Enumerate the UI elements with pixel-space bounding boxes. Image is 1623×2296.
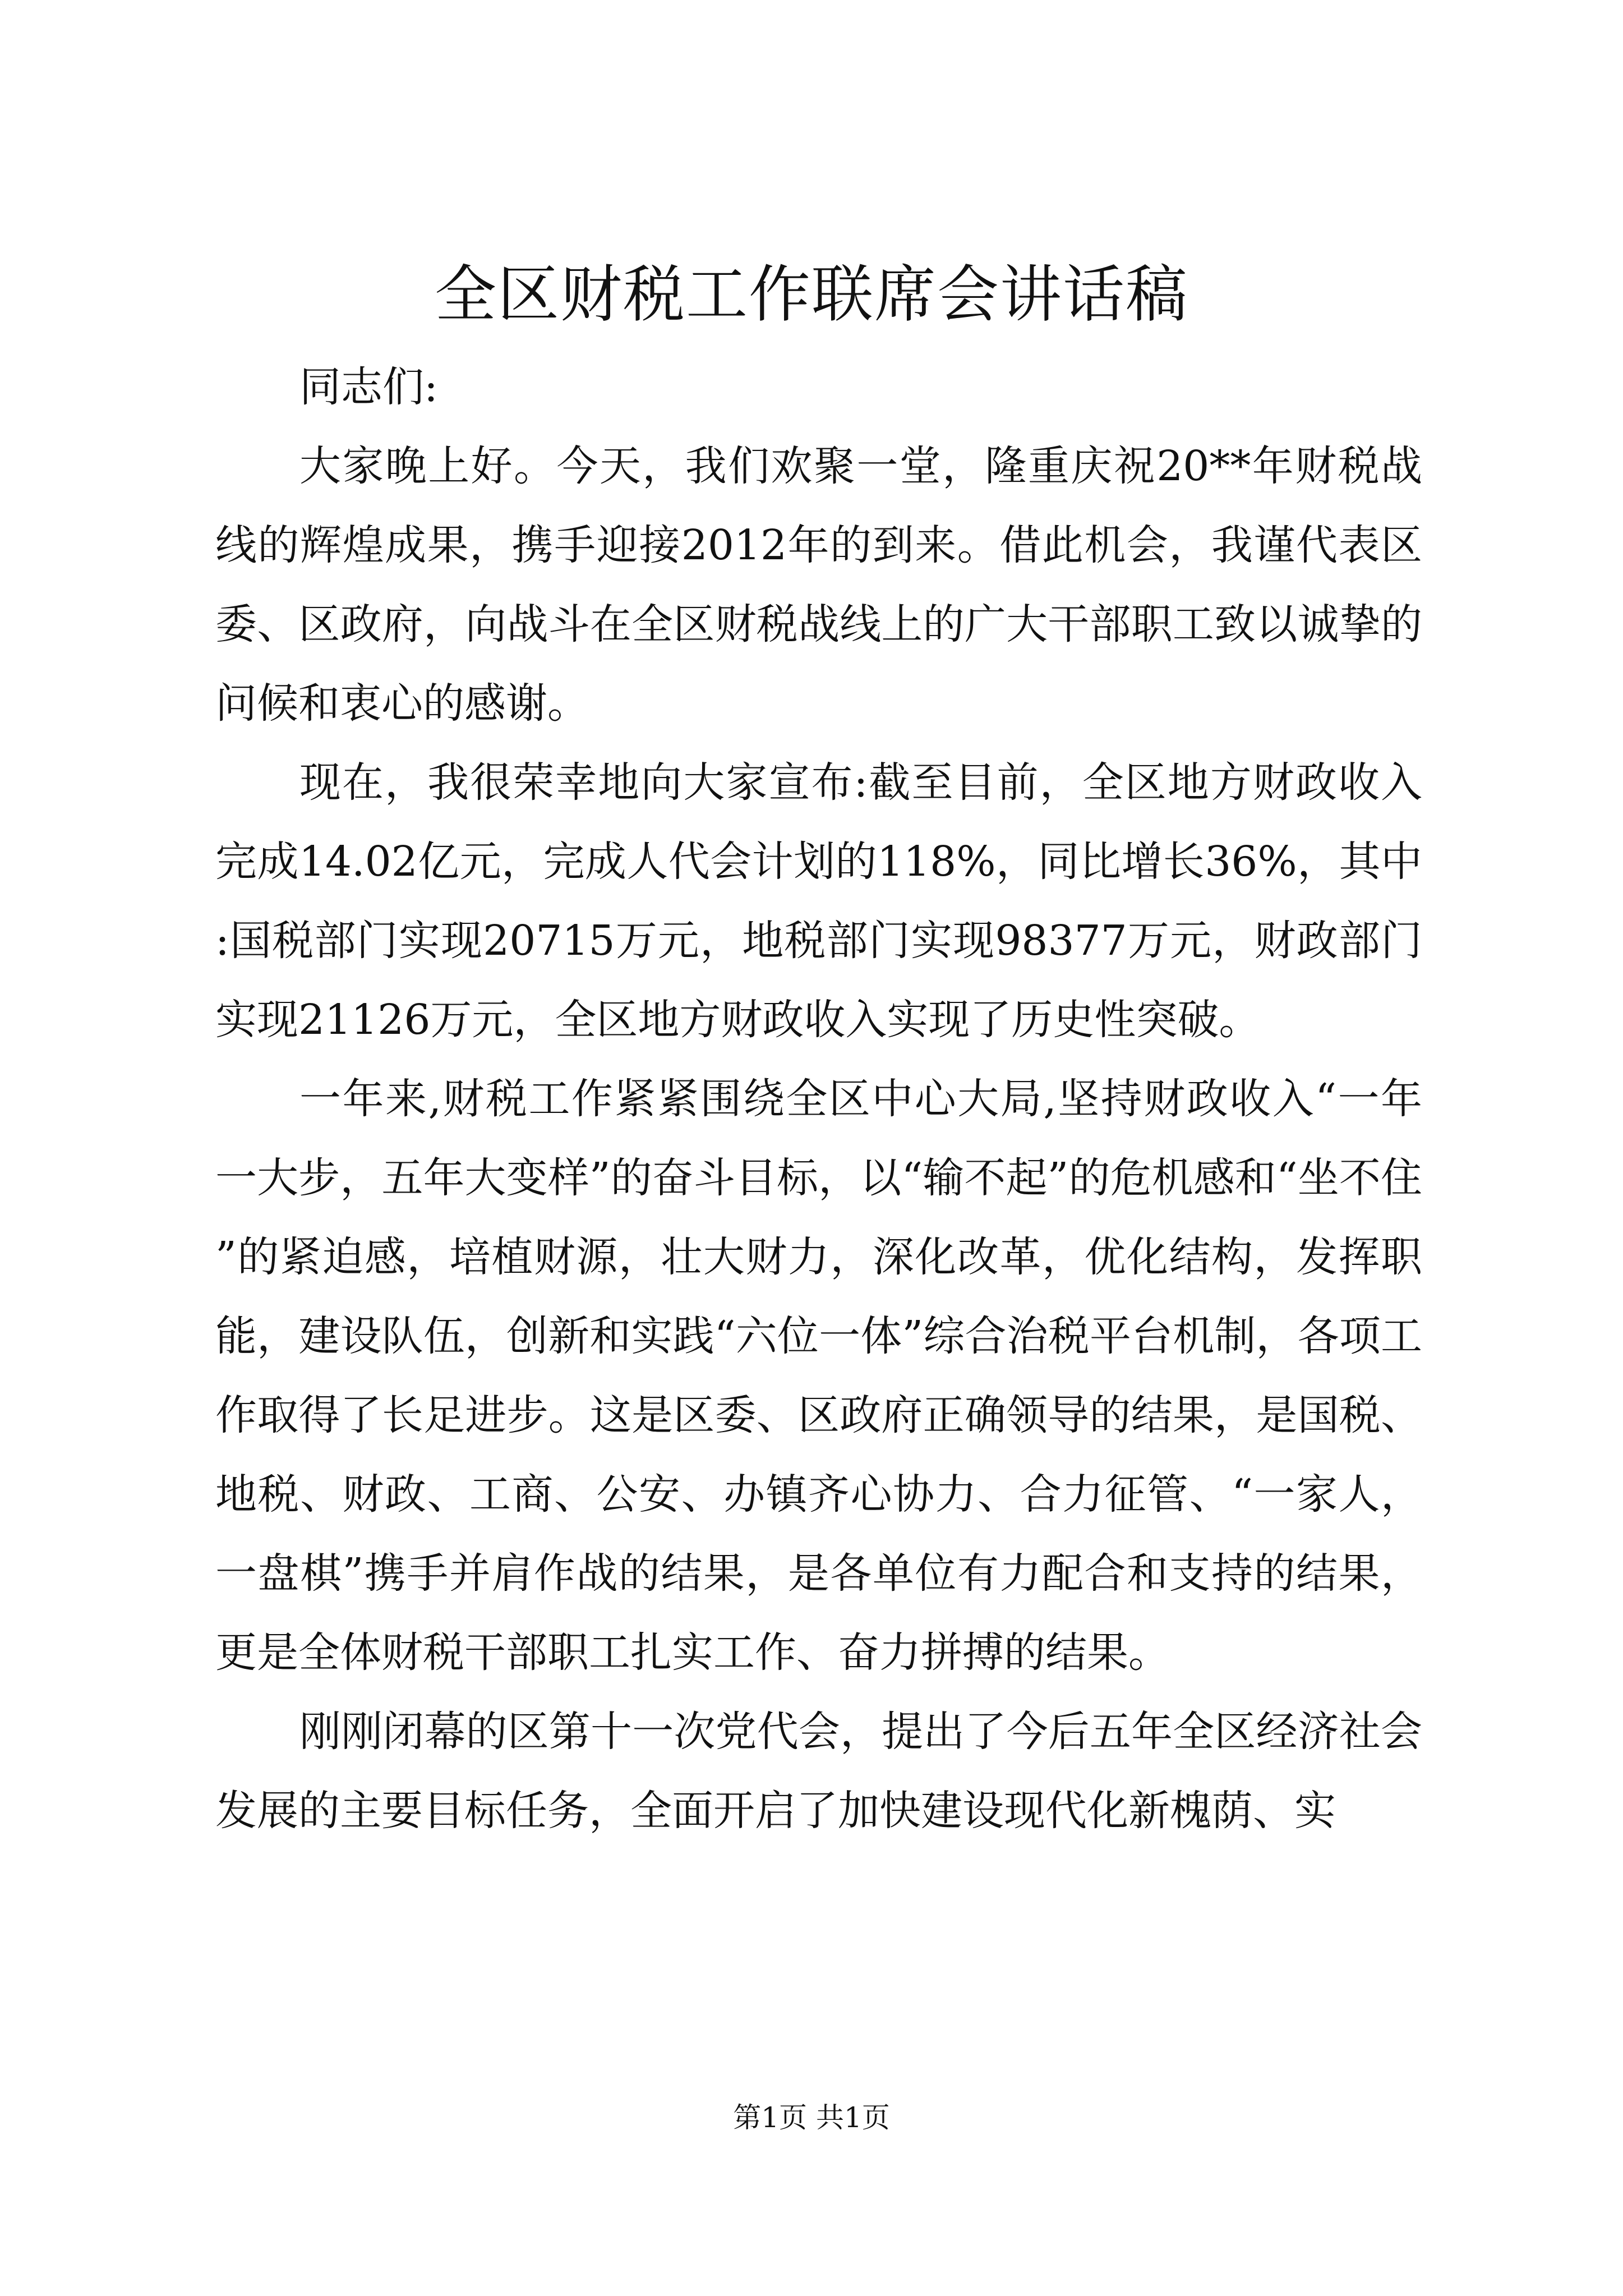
- page-footer: 第1页 共1页: [733, 2101, 890, 2134]
- paragraph-2: 现在，我很荣幸地向大家宣布:截至目前，全区地方财政收入完成14.02亿元，完成人代会计划的118%，同比增长36%，其中:国税部门实现20715万元，地税部门实现98377万元，财政部门实现21126万元，全区地方财政收入实现了历史性突破。: [215, 758, 1422, 1044]
- paragraph-1: 大家晚上好。今天，我们欢聚一堂，隆重庆祝20**年财税战线的辉煌成果，携手迎接2012年的到来。借此机会，我谨代表区委、区政府，向战斗在全区财税战线上的广大干部职工致以诚挚的问候和衷心的感谢。: [215, 442, 1422, 728]
- paragraph-4: 刚刚闭幕的区第十一次党代会，提出了今后五年全区经济社会发展的主要目标任务，全面开启了加快建设现代化新槐荫、实: [215, 1708, 1422, 1835]
- document-title: 全区财税工作联席会讲话稿: [435, 259, 1188, 330]
- salutation: 同志们:: [299, 363, 438, 411]
- paragraph-3: 一年来,财税工作紧紧围绕全区中心大局,坚持财政收入“一年一大步，五年大变样”的奋斗目标，以“输不起”的危机感和“坐不住”的紧迫感，培植财源，壮大财力，深化改革，优化结构，发挥职能，建设队伍，创新和实践“六位一体”综合治税平台机制，各项工作取得了长足进步。这是区委、区政府正确领导的结果，是国税、地税、财政、工商、公安、办镇齐心协力、合力征管、“一家人，一盘棋”携手并肩作战的结果，是各单位有力配合和支持的结果，更是全体财税干部职工扎实工作、奋力拼搏的结果。: [215, 1075, 1422, 1677]
- document-body: [215, 348, 1422, 1851]
